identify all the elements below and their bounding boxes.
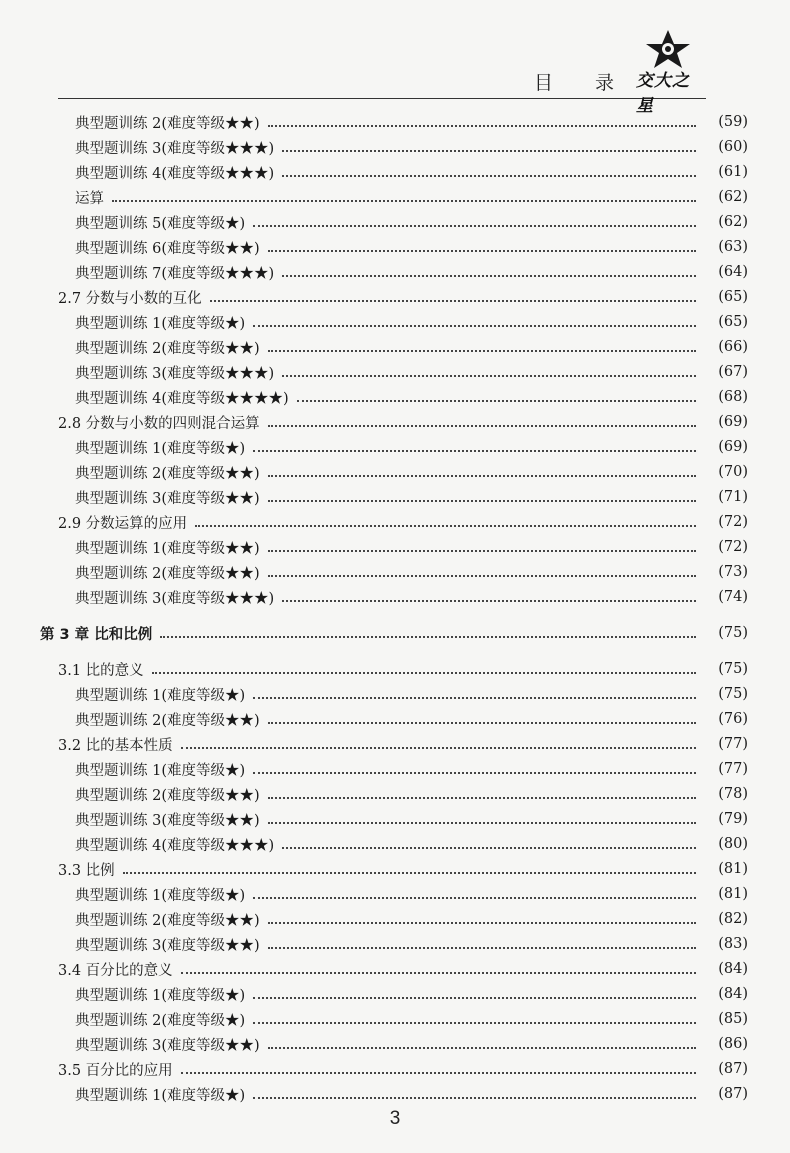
toc-chapter-entry: [0, 621, 748, 645]
dot-leader: [253, 996, 696, 999]
toc-entry-title: 运算: [75, 190, 104, 207]
toc-entry-title: 典型题训练 1(难度等级★): [75, 987, 246, 1004]
toc-entry-title: 典型题训练 7(难度等级★★★): [75, 265, 275, 282]
dot-leader: [181, 1071, 696, 1074]
toc-entry-page: (61): [718, 164, 748, 180]
brand-logo: [636, 28, 706, 116]
toc-entry-title: 典型题训练 2(难度等级★★): [75, 912, 260, 929]
dot-leader: [253, 1021, 696, 1024]
dot-leader: [268, 499, 696, 502]
toc-entry-title: 典型题训练 5(难度等级★): [75, 215, 246, 232]
toc-item-entry: [0, 160, 748, 184]
dot-leader: [152, 671, 696, 674]
toc-section-entry: [0, 957, 748, 981]
dot-leader: [268, 1046, 696, 1049]
toc-entry-page: (77): [718, 761, 748, 777]
dot-leader: [181, 971, 696, 974]
toc-entry-page: (78): [718, 786, 748, 802]
dot-leader: [268, 921, 696, 924]
dot-leader: [268, 946, 696, 949]
toc-entry-title: 典型题训练 4(难度等级★★★): [75, 165, 275, 182]
toc-entry-title: 典型题训练 2(难度等级★★): [75, 565, 260, 582]
toc-entry-page: (84): [718, 986, 748, 1002]
toc-item-entry: [0, 485, 748, 509]
toc-entry-title: 典型题训练 3(难度等级★★): [75, 490, 260, 507]
toc-entry-page: (70): [718, 464, 748, 480]
toc-entry-page: (65): [718, 314, 748, 330]
toc-entry-title: 典型题训练 2(难度等级★★): [75, 115, 260, 132]
page-header: [58, 58, 706, 116]
toc-item-entry: [0, 185, 748, 209]
dot-leader: [268, 249, 696, 252]
toc-item-entry: [0, 210, 748, 234]
toc-item-entry: [0, 982, 748, 1006]
toc-entry-page: (81): [718, 886, 748, 902]
dot-leader: [253, 696, 696, 699]
toc-entry-title: 典型题训练 1(难度等级★): [75, 1087, 246, 1104]
toc-entry-page: (59): [718, 114, 748, 130]
toc-entry-title: 典型题训练 3(难度等级★★): [75, 812, 260, 829]
toc-section-entry: [0, 510, 748, 534]
dot-leader: [282, 599, 696, 602]
toc-item-entry: [0, 435, 748, 459]
toc-entry-title: 2.8 分数与小数的四则混合运算: [58, 415, 260, 432]
toc-item-entry: [0, 757, 748, 781]
dot-leader: [253, 1096, 696, 1099]
dot-leader: [268, 821, 696, 824]
toc-item-entry: [0, 385, 748, 409]
toc-entry-page: (82): [718, 911, 748, 927]
toc-item-entry: [0, 932, 748, 956]
toc-entry-title: 典型题训练 4(难度等级★★★): [75, 837, 275, 854]
toc-entry-title: 3.2 比的基本性质: [58, 737, 173, 754]
dot-leader: [268, 474, 696, 477]
toc-item-entry: [0, 110, 748, 134]
toc-entry-page: (75): [718, 661, 748, 677]
dot-leader: [160, 635, 696, 638]
toc-entry-title: 典型题训练 2(难度等级★): [75, 1012, 246, 1029]
toc-entry-title: 典型题训练 1(难度等级★): [75, 762, 246, 779]
dot-leader: [268, 796, 696, 799]
toc-entry-page: (64): [718, 264, 748, 280]
toc-entry-title: 典型题训练 2(难度等级★★): [75, 712, 260, 729]
toc-section-entry: [0, 732, 748, 756]
dot-leader: [268, 424, 696, 427]
toc-entry-title: 典型题训练 3(难度等级★★★): [75, 365, 275, 382]
toc-item-entry: [0, 560, 748, 584]
dot-leader: [253, 224, 696, 227]
dot-leader: [253, 324, 696, 327]
toc-item-entry: [0, 260, 748, 284]
toc-entry-page: (75): [718, 625, 748, 641]
toc-entry-title: 典型题训练 2(难度等级★★): [75, 340, 260, 357]
toc-entry-page: (86): [718, 1036, 748, 1052]
toc-item-entry: [0, 135, 748, 159]
toc-entry-page: (63): [718, 239, 748, 255]
toc-entry-title: 典型题训练 1(难度等级★): [75, 315, 246, 332]
toc-entry-title: 典型题训练 1(难度等级★★): [75, 540, 260, 557]
toc-entry-title: 典型题训练 3(难度等级★★): [75, 1037, 260, 1054]
toc-entry-page: (84): [718, 961, 748, 977]
toc-entry-title: 典型题训练 3(难度等级★★★): [75, 590, 275, 607]
toc-item-entry: [0, 1007, 748, 1031]
toc-entry-title: 3.3 比例: [58, 862, 115, 879]
toc-entry-page: (75): [718, 686, 748, 702]
dot-leader: [210, 299, 696, 302]
toc-entry-page: (67): [718, 364, 748, 380]
toc-item-entry: [0, 832, 748, 856]
dot-leader: [268, 721, 696, 724]
toc-entry-page: (85): [718, 1011, 748, 1027]
toc-section-entry: [0, 285, 748, 309]
toc-entry-title: 第 3 章 比和比例: [40, 626, 153, 643]
toc-item-entry: [0, 907, 748, 931]
toc-entry-title: 典型题训练 2(难度等级★★): [75, 465, 260, 482]
toc-item-entry: [0, 310, 748, 334]
toc-entry-title: 2.9 分数运算的应用: [58, 515, 188, 532]
toc-entry-page: (76): [718, 711, 748, 727]
toc-item-entry: [0, 585, 748, 609]
dot-leader: [282, 149, 696, 152]
toc-entry-page: (68): [718, 389, 748, 405]
toc-entry-page: (74): [718, 589, 748, 605]
dot-leader: [253, 896, 696, 899]
toc-item-entry: [0, 1082, 748, 1106]
toc-entry-title: 2.7 分数与小数的互化: [58, 290, 202, 307]
dot-leader: [195, 524, 696, 527]
dot-leader: [253, 449, 696, 452]
dot-leader: [123, 871, 696, 874]
brand-name: 交大之星: [636, 71, 690, 116]
dot-leader: [282, 174, 696, 177]
toc-item-entry: [0, 707, 748, 731]
dot-leader: [181, 746, 696, 749]
toc-item-entry: [0, 782, 748, 806]
toc-entry-page: (71): [718, 489, 748, 505]
toc-item-entry: [0, 682, 748, 706]
toc-entry-title: 典型题训练 1(难度等级★): [75, 887, 246, 904]
toc-entry-title: 典型题训练 1(难度等级★): [75, 687, 246, 704]
toc-entry-title: 典型题训练 3(难度等级★★): [75, 937, 260, 954]
dot-leader: [282, 846, 696, 849]
dot-leader: [253, 771, 696, 774]
toc-entry-title: 3.5 百分比的应用: [58, 1062, 173, 1079]
dot-leader: [282, 374, 696, 377]
toc-entry-title: 3.1 比的意义: [58, 662, 144, 679]
toc-item-entry: [0, 460, 748, 484]
toc-entry-page: (62): [718, 214, 748, 230]
toc-item-entry: [0, 1032, 748, 1056]
page-number: 3: [389, 1108, 401, 1129]
toc-entry-title: 典型题训练 3(难度等级★★★): [75, 140, 275, 157]
toc-item-entry: [0, 235, 748, 259]
toc-entry-page: (77): [718, 736, 748, 752]
dot-leader: [268, 549, 696, 552]
toc-entry-page: (87): [718, 1086, 748, 1102]
toc-entry-page: (79): [718, 811, 748, 827]
toc-item-entry: [0, 882, 748, 906]
toc-entry-page: (80): [718, 836, 748, 852]
toc-entry-page: (62): [718, 189, 748, 205]
toc-entry-page: (60): [718, 139, 748, 155]
toc-entry-page: (69): [718, 414, 748, 430]
toc-entry-page: (81): [718, 861, 748, 877]
toc-entry-page: (69): [718, 439, 748, 455]
toc-section-entry: [0, 857, 748, 881]
toc-entry-page: (65): [718, 289, 748, 305]
toc-entry-page: (72): [718, 514, 748, 530]
toc-item-entry: [0, 335, 748, 359]
dot-leader: [268, 124, 696, 127]
toc-entry-title: 典型题训练 1(难度等级★): [75, 440, 246, 457]
toc-entry-page: (73): [718, 564, 748, 580]
toc-item-entry: [0, 807, 748, 831]
toc-section-entry: [0, 657, 748, 681]
toc-entry-title: 典型题训练 4(难度等级★★★★): [75, 390, 289, 407]
toc-entry-page: (66): [718, 339, 748, 355]
dot-leader: [282, 274, 696, 277]
header-title: 目 录: [533, 72, 632, 94]
toc-item-entry: [0, 360, 748, 384]
toc-entry-title: 典型题训练 6(难度等级★★): [75, 240, 260, 257]
toc-section-entry: [0, 410, 748, 434]
toc-entry-title: 典型题训练 2(难度等级★★): [75, 787, 260, 804]
dot-leader: [112, 199, 696, 202]
toc-entry-page: (83): [718, 936, 748, 952]
toc-entry-page: (72): [718, 539, 748, 555]
dot-leader: [297, 399, 696, 402]
toc-item-entry: [0, 535, 748, 559]
dot-leader: [268, 349, 696, 352]
toc-section-entry: [0, 1057, 748, 1081]
toc-entry-title: 3.4 百分比的意义: [58, 962, 173, 979]
dot-leader: [268, 574, 696, 577]
toc-entry-page: (87): [718, 1061, 748, 1077]
